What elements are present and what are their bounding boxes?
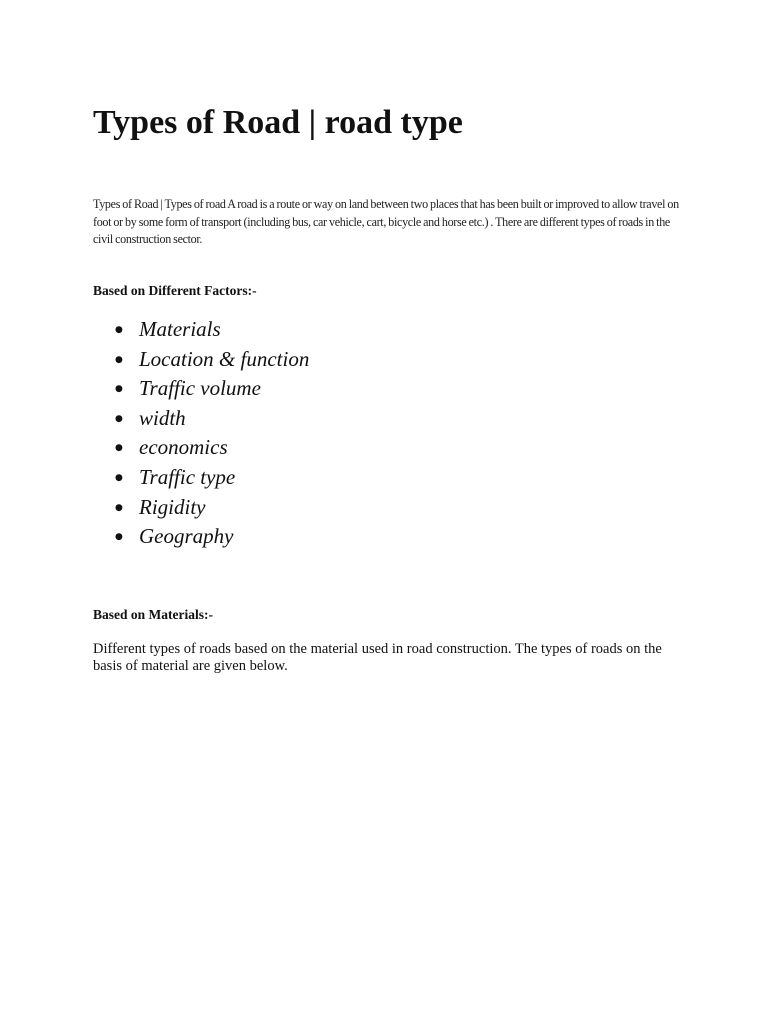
bullet-icon: ● bbox=[115, 413, 123, 424]
factor-label: width bbox=[139, 405, 186, 430]
page-title: Types of Road | road type bbox=[93, 104, 463, 141]
factor-label: economics bbox=[139, 435, 228, 460]
bullet-icon: ● bbox=[115, 532, 123, 543]
factors-heading: Based on Different Factors:- bbox=[93, 283, 257, 298]
bullet-icon: ● bbox=[115, 325, 123, 335]
factor-label: Rigidity bbox=[139, 494, 206, 519]
bullet-icon: ● bbox=[115, 472, 123, 483]
bullet-icon: ● bbox=[115, 384, 123, 395]
materials-heading: Based on Materials:- bbox=[93, 607, 213, 622]
bullet-icon: ● bbox=[115, 502, 123, 513]
factor-label: Geography bbox=[139, 524, 234, 549]
factor-label: Traffic type bbox=[139, 464, 236, 489]
factor-label: Materials bbox=[139, 317, 221, 341]
intro-paragraph: Types of Road | Types of road A road is a route or way on land between two places that has been built or improved to allow travel on foot or by some form of transport (including bus, car vehicle, cart, bicycle and horse etc.) . There are different types of roads in the civil construction sector. bbox=[93, 196, 679, 246]
bullet-icon: ● bbox=[115, 354, 123, 365]
factor-label: Location & function bbox=[139, 346, 310, 371]
materials-paragraph: Different types of roads based on the material used in road construction. The types of roads on the basis of material are given below. bbox=[93, 641, 662, 674]
factor-label: Traffic volume bbox=[139, 376, 261, 401]
bullet-icon: ● bbox=[115, 443, 123, 454]
